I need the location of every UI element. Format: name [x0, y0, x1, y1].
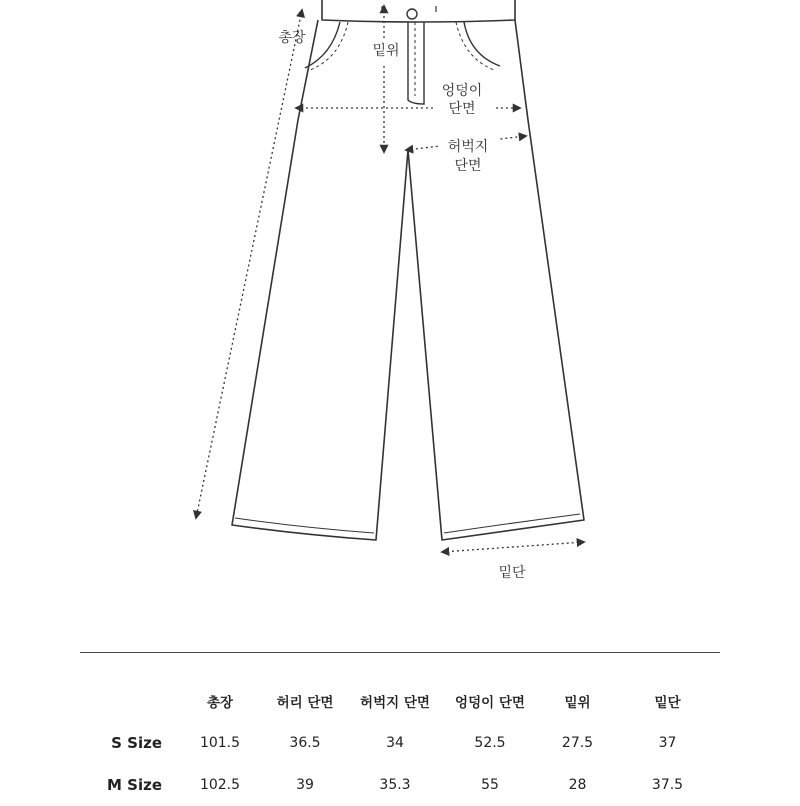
header-thigh: 허벅지 단면: [360, 695, 430, 711]
cell-thigh: 35.3: [379, 777, 411, 793]
header-total-length: 총장: [206, 695, 234, 711]
cell-total-length: 102.5: [199, 777, 241, 793]
total-length-line: [196, 10, 302, 518]
header-cell-empty: [80, 680, 180, 722]
header-waist: 허리 단면: [276, 695, 334, 711]
cell-waist: 39: [296, 777, 314, 793]
table-header-row: [80, 680, 720, 722]
row-size-label: M Size: [107, 776, 162, 794]
measurement-lines: [196, 6, 584, 552]
label-thigh-2: 단면: [454, 158, 482, 174]
cell-hip: 55: [481, 777, 499, 793]
header-hip: 엉덩이 단면: [455, 695, 525, 711]
hem-line: [442, 542, 584, 552]
row-size-label: S Size: [111, 734, 162, 752]
cell-thigh: 34: [386, 735, 404, 751]
header-hem: 밑단: [654, 695, 681, 711]
header-rise: 밑위: [564, 695, 591, 711]
cell-rise: 28: [568, 777, 587, 793]
label-total-length: 총장: [278, 30, 306, 46]
label-hip-2: 단면: [448, 101, 476, 117]
label-hip-1: 엉덩이: [441, 83, 483, 99]
cell-hip: 52.5: [474, 735, 506, 751]
cell-waist: 36.5: [289, 735, 321, 751]
table-row: [80, 722, 720, 764]
label-hem: 밑단: [498, 565, 526, 581]
cell-hem: 37.5: [651, 777, 684, 793]
label-rise: 밑위: [372, 43, 400, 59]
divider: [80, 652, 720, 653]
cell-total-length: 101.5: [199, 735, 241, 751]
cell-rise: 27.5: [561, 735, 594, 751]
size-table: [80, 680, 720, 806]
cell-hem: 37: [658, 735, 677, 751]
label-thigh-1: 허벅지: [447, 139, 489, 155]
